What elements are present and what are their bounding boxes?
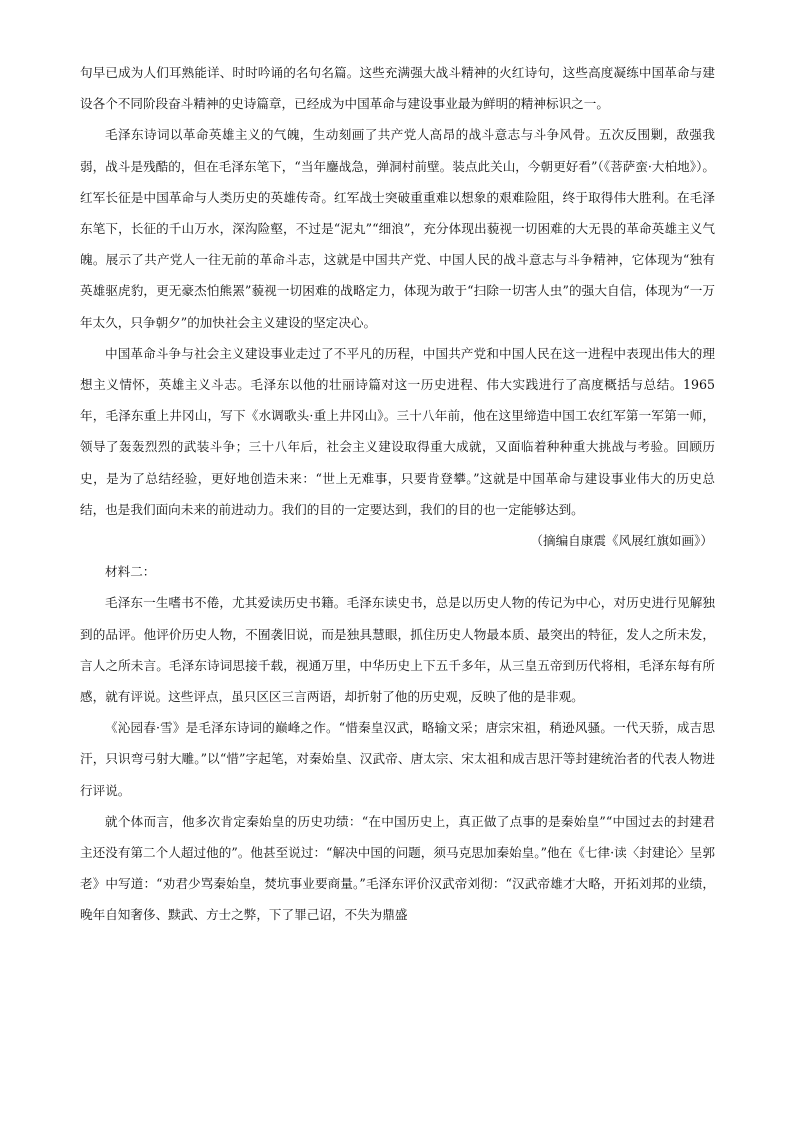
- document-page: [80, 57, 715, 931]
- paragraph-individual-evaluation: 就个体而言，他多次肯定秦始皇的历史功绩：“在中国历史上，真正做了点事的是秦始皇”“中国过去的封建君主还没有第二个人超过他的”。他甚至说过：“解决中国的问题，须马克思加秦始皇。”他在《七律·读〈封建论〉呈郭老》中写道：“劝君少骂秦始皇，焚坑事业要商量。”毛泽东评价汉武帝刘彻：“汉武帝雄才大略，开拓刘邦的业绩，晚年自知奢侈、黩武、方士之弊，下了罪己诏，不失为鼎盛: [80, 813, 715, 923]
- paragraph-historical-summary: 中国革命斗争与社会主义建设事业走过了不平凡的历程，中国共产党和中国人民在这一进程中表现出伟大的理想主义情怀，英雄主义斗志。毛泽东以他的壮丽诗篇对这一历史进程、伟大实践进行了高度概括与总结。1965 年，毛泽东重上井冈山，写下《水调歌头·重上井冈山》。三十八年前，他在这里缔造中国工农红军第一军第一师，领导了轰轰烈烈的武装斗争；三十八年后，社会主义建设取得重大成就，又面临着种种重大挑战与考验。回顾历史，是为了总结经验，更好地创造未来：“世上无难事，只要肯登攀。”这就是中国革命与建设事业伟大的历史总结，也是我们面向未来的前进动力。我们的目的一定要达到，我们的目的也一定能够达到。: [80, 345, 715, 517]
- source-citation: （摘编自康震《风展红旗如画》）: [530, 533, 713, 549]
- material-two-label: 材料二：: [105, 564, 156, 580]
- paragraph-revolutionary-heroism: 毛泽东诗词以革命英雄主义的气魄，生动刻画了共产党人高昂的战斗意志与斗争风骨。五次反围剿，敌强我弱，战斗是残酷的，但在毛泽东笔下，“当年鏖战急，弹洞村前壁。装点此关山，今朝更好看”（《菩萨蛮·大柏地》）。红军长征是中国革命与人类历史的英雄传奇。红军战士突破重重难以想象的艰难险阻，终于取得伟大胜利。在毛泽东笔下，长征的千山万水，深沟险壑，不过是“泥丸”“细浪”，充分体现出藐视一切困难的大无畏的革命英雄主义气魄。展示了共产党人一往无前的革命斗志，这就是中国共产党、中国人民的战斗意志与斗争精神，它体现为“独有英雄驱虎豹，更无豪杰怕熊罴”藐视一切困难的战略定力，体现为敢于“扫除一切害人虫”的强大自信，体现为“一万年太久，只争朝夕”的加快社会主义建设的坚定决心。: [80, 127, 715, 330]
- paragraph-reading-history: 毛泽东一生嗜书不倦，尤其爱读历史书籍。毛泽东读史书，总是以历史人物的传记为中心，对历史进行见解独到的品评。他评价历史人物，不囿袭旧说，而是独具慧眼，抓住历史人物最本质、最突出的特征，发人之所未发，言人之所未言。毛泽东诗词思接千载，视通万里，中华历史上下五千多年，从三皇五帝到历代将相，毛泽东每有所感，就有评说。这些评点，虽只区区三言两语，却折射了他的历史观，反映了他的是非观。: [80, 595, 715, 705]
- paragraph-continued: 句早已成为人们耳熟能详、时时吟诵的名句名篇。这些充满强大战斗精神的火红诗句，这些高度凝练中国革命与建设各个不同阶段奋斗精神的史诗篇章，已经成为中国革命与建设事业最为鲜明的精神标识之一。: [80, 65, 715, 112]
- paragraph-qinyuanchun: 《沁园春·雪》是毛泽东诗词的巅峰之作。“惜秦皇汉武，略输文采；唐宗宋祖，稍逊风骚。一代天骄，成吉思汗，只识弯弓射大雕。”以“惜”字起笔，对秦始皇、汉武帝、唐太宗、宋太祖和成吉思汗等封建统治者的代表人物进行评说。: [80, 720, 715, 798]
